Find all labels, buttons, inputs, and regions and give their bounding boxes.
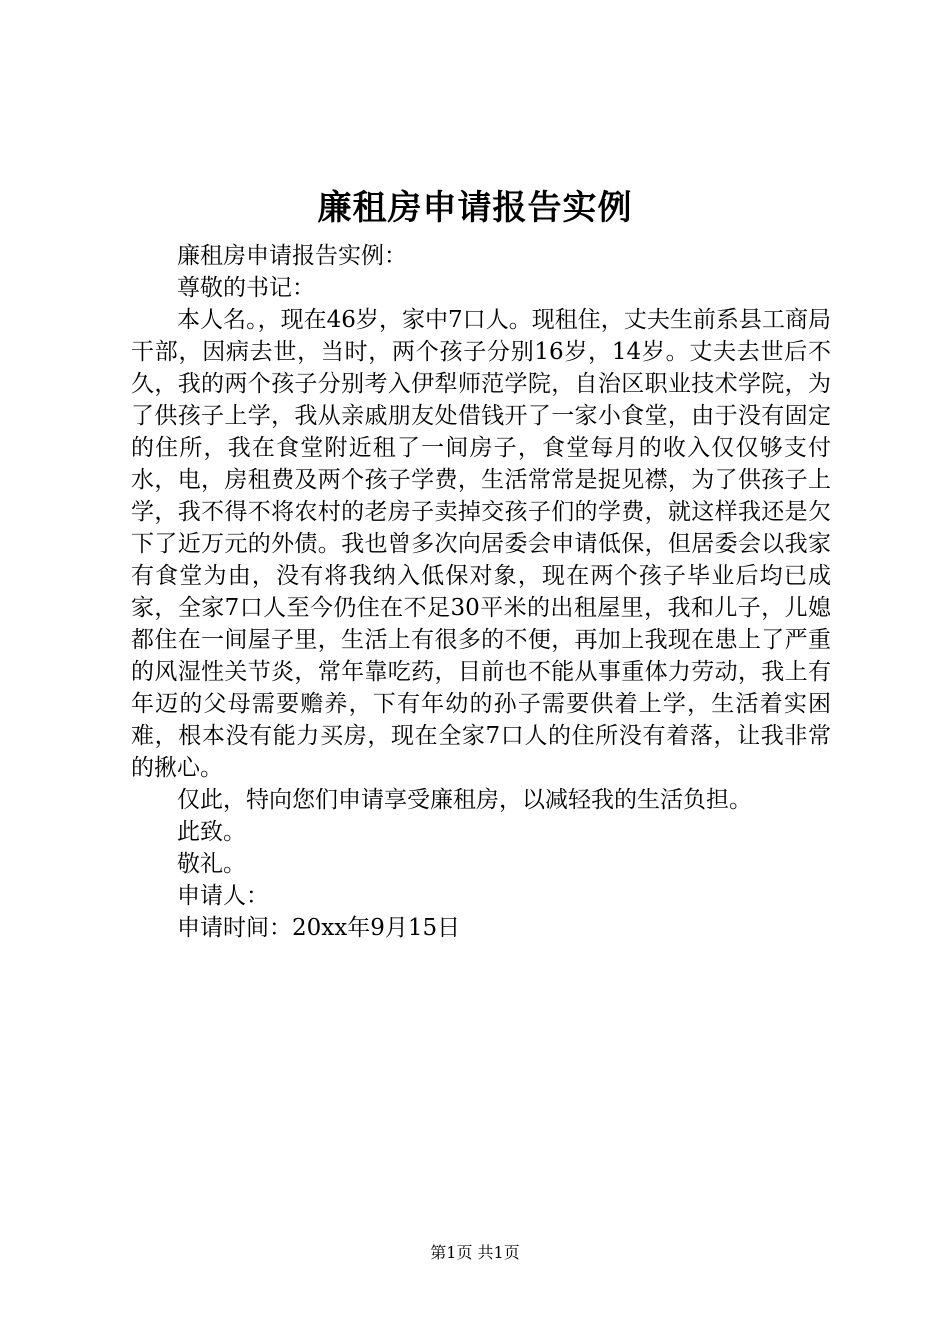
page-number-footer: 第1页 共1页 (430, 1243, 520, 1262)
document-body (131, 240, 831, 944)
subtitle-line: 廉租房申请报告实例： (177, 243, 407, 269)
document-title: 廉租房申请报告实例 (317, 188, 633, 228)
applicant-line: 申请人： (177, 883, 269, 909)
application-date-line: 申请时间：20xx年9月15日 (177, 915, 461, 941)
request-paragraph: 仅此，特向您们申请享受廉租房，以减轻我的生活负担。 (177, 787, 752, 813)
regards-line: 敬礼。 (177, 851, 246, 877)
main-paragraph: 本人名。，现在46岁，家中7口人。现租住，丈夫生前系县工商局干部，因病去世，当时，两个孩子分别16岁，14岁。丈夫去世后不久，我的两个孩子分别考入伊犁师范学院，自治区职业技术学院，为了供孩子上学，我从亲戚朋友处借钱开了一家小食堂，由于没有固定的住所，我在食堂附近租了一间房子，食堂每月的收入仅仅够支付水，电，房租费及两个孩子学费，生活常常是捉见襟，为了供孩子上学，我不得不将农村的老房子卖掉交孩子们的学费，就这样我还是欠下了近万元的外债。我也曾多次向居委会申请低保，但居委会以我家有食堂为由，没有将我纳入低保对象，现在两个孩子毕业后均已成家，全家7口人至今仍住在不足30平米的出租屋里，我和儿子，儿媳都住在一间屋子里，生活上有很多的不便，再加上我现在患上了严重的风湿性关节炎，常年靠吃药，目前也不能从事重体力劳动，我上有年迈的父母需要赡养，下有年幼的孙子需要供着上学，生活着实困难，根本没有能力买房，现在全家7口人的住所没有着落，让我非常的揪心。 (131, 307, 831, 781)
salutation: 尊敬的书记： (177, 275, 315, 301)
closing-line: 此致。 (177, 819, 246, 845)
